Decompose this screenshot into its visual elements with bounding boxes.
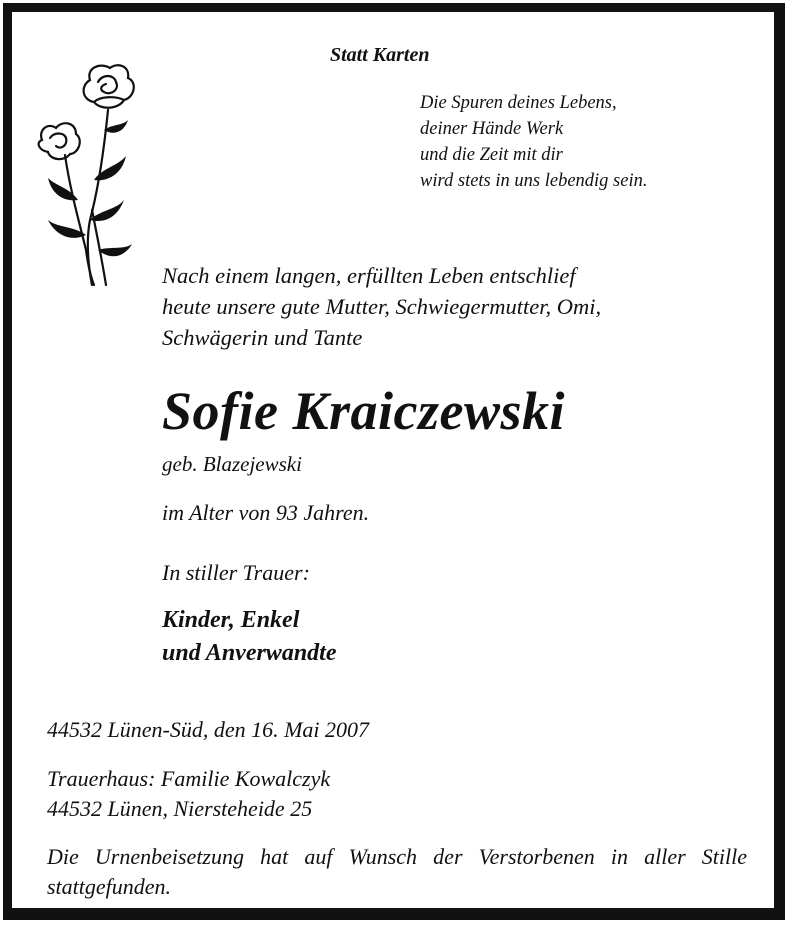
poem-line: wird stets in uns lebendig sein. <box>420 171 648 191</box>
mourning-house <box>47 764 330 824</box>
mourning-intro: In stiller Trauer: <box>162 560 310 585</box>
poem-line: deiner Hände Werk <box>420 119 564 139</box>
mourners-list <box>162 604 336 670</box>
maiden-name: geb. Blazejewski <box>162 452 302 476</box>
age-text: im Alter von 93 Jahren. <box>162 500 370 525</box>
mourning-house-line: 44532 Lünen, Niersteheide 25 <box>47 796 313 821</box>
place-date: 44532 Lünen-Süd, den 16. Mai 2007 <box>47 717 370 742</box>
deceased-name: Sofie Kraiczewski <box>162 381 566 441</box>
poem-line: und die Zeit mit dir <box>420 145 563 165</box>
header-title: Statt Karten <box>330 44 430 66</box>
mourners-line: Kinder, Enkel <box>162 607 300 633</box>
mourning-house-line: Trauerhaus: Familie Kowalczyk <box>47 766 331 791</box>
roses-icon <box>20 60 145 290</box>
intro-line: Nach einem langen, erfüllten Leben entschlief <box>162 263 576 288</box>
intro-line: Schwägerin und Tante <box>162 325 363 350</box>
mourners-line: und Anverwandte <box>162 640 337 666</box>
memorial-poem <box>420 90 647 194</box>
burial-notice: Die Urnenbeisetzung hat auf Wunsch der Verstorbenen in aller Stille stattgefunden. <box>47 844 747 899</box>
intro-text <box>162 260 601 353</box>
poem-line: Die Spuren deines Lebens, <box>420 93 617 113</box>
intro-line: heute unsere gute Mutter, Schwiegermutter, Omi, <box>162 294 602 319</box>
